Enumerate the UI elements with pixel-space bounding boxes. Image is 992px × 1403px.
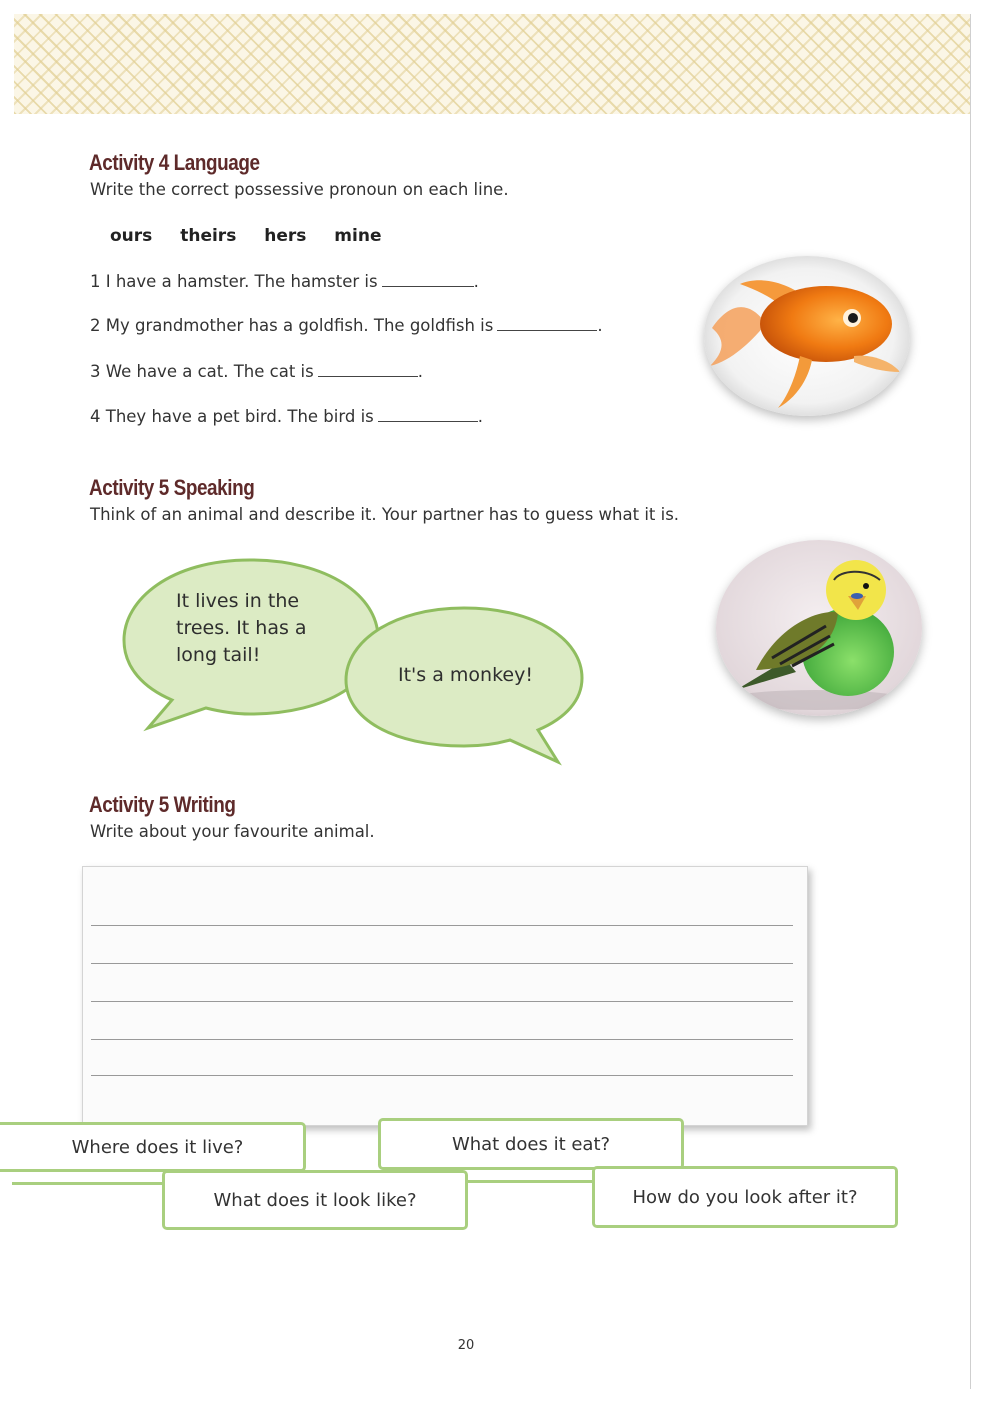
prompt-where-live [0, 1122, 306, 1172]
bubble-1-text [176, 588, 307, 669]
prompt-text: What does it look like? [213, 1189, 417, 1211]
activity4-heading: Activity 4 Language [89, 150, 260, 175]
answer-blank[interactable] [378, 407, 478, 422]
sentence-1: 1 I have a hamster. The hamster is . [90, 272, 479, 291]
word-bank-item: hers [264, 226, 307, 246]
prompt-look-like [162, 1170, 468, 1230]
prompt-strip [466, 1180, 596, 1183]
sentence-4: 4 They have a pet bird. The bird is . [90, 407, 484, 426]
prompt-text: How do you look after it? [632, 1186, 858, 1208]
activity5-speaking-instruction: Think of an animal and describe it. Your partner has to guess what it is. [90, 505, 680, 524]
answer-blank[interactable] [382, 272, 474, 287]
sentence-3: 3 We have a cat. The cat is . [90, 362, 423, 381]
writing-line [91, 925, 793, 926]
bubble-2-text: It's a monkey! [398, 664, 533, 686]
sentence-text: 2 My grandmother has a goldfish. The goldfish is [90, 316, 494, 335]
sentence-text: 3 We have a cat. The cat is [90, 362, 314, 381]
word-bank [110, 226, 403, 246]
activity5-speaking-heading: Activity 5 Speaking [89, 475, 255, 500]
writing-area[interactable] [82, 866, 808, 1126]
sentence-text: 4 They have a pet bird. The bird is [90, 407, 374, 426]
sentence-2: 2 My grandmother has a goldfish. The goldfish is . [90, 316, 603, 335]
activity4-instruction: Write the correct possessive pronoun on each line. [90, 180, 509, 199]
page-edge-rule [970, 14, 971, 1389]
writing-line [91, 1075, 793, 1076]
writing-line [91, 1001, 793, 1002]
word-bank-item: theirs [180, 226, 237, 246]
answer-blank[interactable] [318, 362, 418, 377]
budgie-photo [716, 540, 922, 716]
prompt-text: Where does it live? [71, 1136, 244, 1158]
writing-line [91, 1039, 793, 1040]
prompt-what-eat [378, 1118, 684, 1170]
activity5-writing-heading: Activity 5 Writing [89, 792, 236, 817]
word-bank-item: mine [334, 226, 382, 246]
activity5-writing-instruction: Write about your favourite animal. [90, 822, 375, 841]
sentence-text: 1 I have a hamster. The hamster is [90, 272, 378, 291]
prompt-strip [12, 1182, 164, 1185]
page-number: 20 [457, 1338, 475, 1353]
prompt-look-after [592, 1166, 898, 1228]
bubble-1-line: long tail! [176, 644, 261, 666]
answer-blank[interactable] [497, 316, 597, 331]
goldfish-photo [704, 256, 910, 416]
speech-bubbles [110, 550, 600, 784]
writing-line [91, 963, 793, 964]
decorative-banner [14, 14, 970, 114]
bubble-1-line: It lives in the [176, 590, 300, 612]
word-bank-item: ours [110, 226, 153, 246]
prompt-text: What does it eat? [451, 1133, 611, 1155]
bubble-1-line: trees. It has a [176, 617, 307, 639]
